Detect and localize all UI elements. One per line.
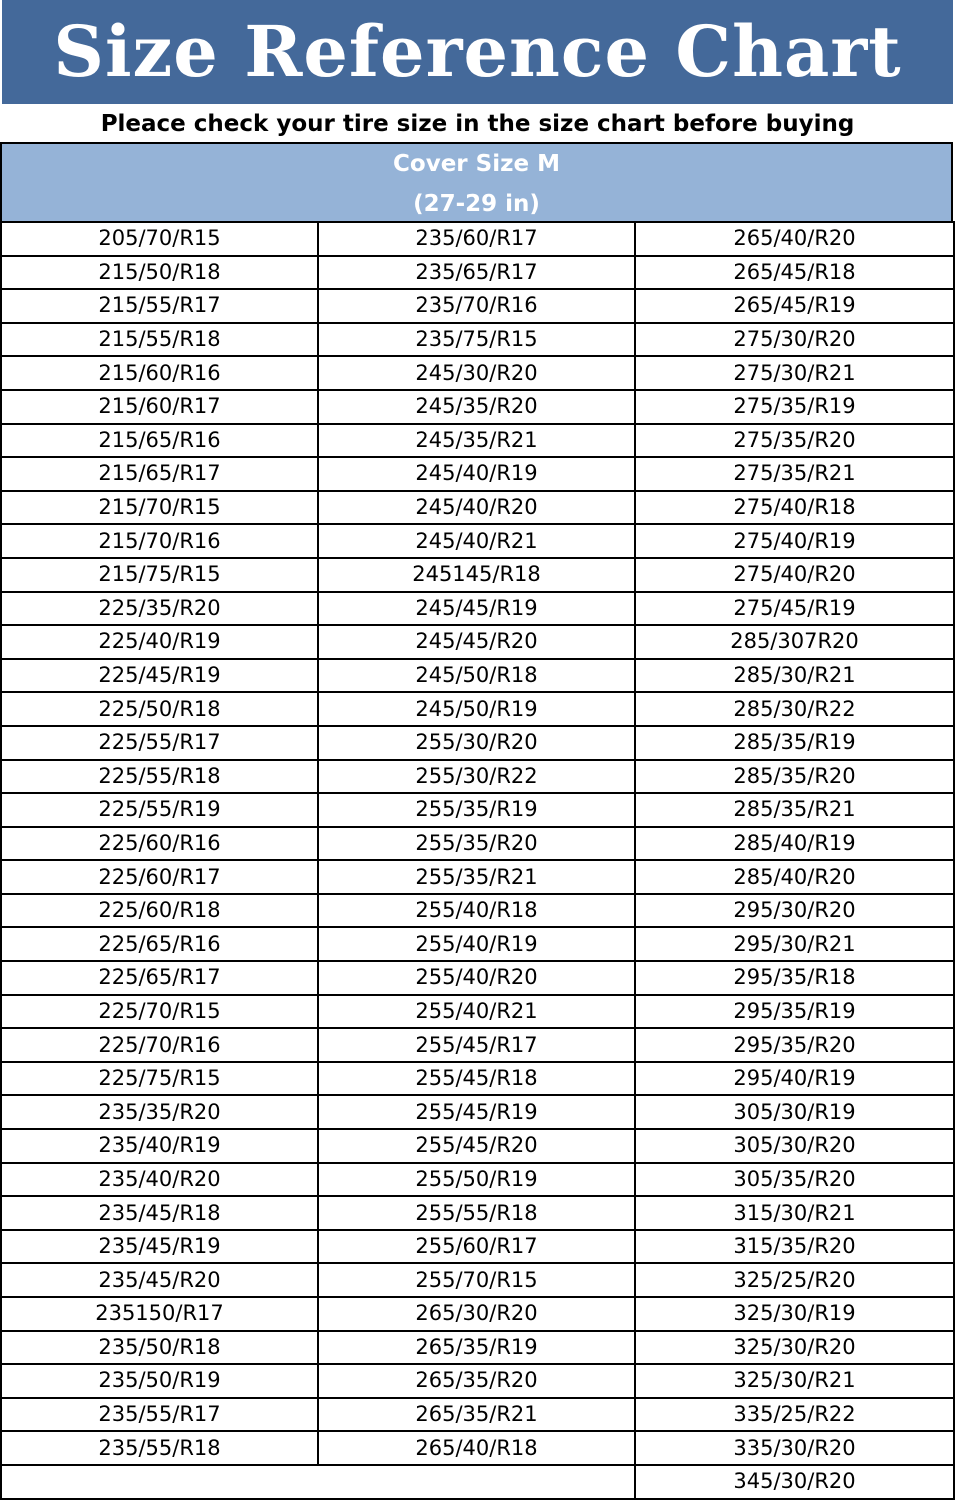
table-row [1,491,954,525]
tire-size-cell: 235150/R17 [1,1297,318,1331]
table-row [1,1028,954,1062]
tire-size-cell: 285/35/R19 [635,726,954,760]
tire-size-cell: 235/40/R19 [1,1129,318,1163]
tire-size-cell: 225/60/R18 [1,894,318,928]
tire-size-cell: 255/40/R19 [318,927,635,961]
tire-size-cell: 265/40/R18 [318,1431,635,1465]
table-row [1,424,954,458]
tire-size-cell: 275/40/R18 [635,491,954,525]
tire-size-cell: 225/50/R18 [1,692,318,726]
tire-size-cell: 255/50/R19 [318,1163,635,1197]
tire-size-cell: 255/70/R15 [318,1263,635,1297]
tire-size-cell: 255/55/R18 [318,1196,635,1230]
table-row [1,1062,954,1096]
tire-size-cell: 245/40/R21 [318,524,635,558]
table-row [1,1129,954,1163]
tire-size-cell: 225/55/R19 [1,793,318,827]
tire-size-cell: 255/35/R21 [318,860,635,894]
table-row [1,860,954,894]
tire-size-cell: 225/45/R19 [1,659,318,693]
table-row [1,1364,954,1398]
tire-size-cell: 265/40/R20 [635,222,954,256]
tire-size-cell: 225/40/R19 [1,625,318,659]
tire-size-cell: 295/35/R19 [635,995,954,1029]
tire-size-cell: 215/50/R18 [1,256,318,290]
tire-size-cell: 235/50/R18 [1,1331,318,1365]
tire-size-cell: 255/45/R19 [318,1095,635,1129]
tire-size-cell: 285/30/R22 [635,692,954,726]
table-row [1,793,954,827]
tire-size-cell: 325/25/R20 [635,1263,954,1297]
tire-size-cell: 215/70/R15 [1,491,318,525]
table-row [1,289,954,323]
table-row [1,1398,954,1432]
tire-size-cell: 245/30/R20 [318,356,635,390]
tire-size-cell: 255/30/R20 [318,726,635,760]
table-row [1,592,954,626]
tire-size-cell: 305/30/R19 [635,1095,954,1129]
tire-size-cell: 255/45/R20 [318,1129,635,1163]
tire-size-cell: 285/30/R21 [635,659,954,693]
tire-size-cell: 245/35/R20 [318,390,635,424]
table-row [1,558,954,592]
cover-size-label: Cover Size M [393,151,560,177]
empty-cell [1,1465,635,1499]
table-row [1,1163,954,1197]
tire-size-cell: 245/40/R20 [318,491,635,525]
tire-size-cell: 245/50/R19 [318,692,635,726]
tire-size-cell: 275/40/R20 [635,558,954,592]
tire-size-cell: 235/50/R19 [1,1364,318,1398]
tire-size-cell: 275/35/R19 [635,390,954,424]
size-grid-body [1,222,954,1499]
tire-size-cell: 255/60/R17 [318,1230,635,1264]
tire-size-cell: 235/40/R20 [1,1163,318,1197]
tire-size-cell: 285/35/R21 [635,793,954,827]
tire-size-cell: 215/65/R16 [1,424,318,458]
cover-size-range: (27-29 in) [413,191,540,217]
tire-size-cell: 305/30/R20 [635,1129,954,1163]
tire-size-cell: 275/45/R19 [635,592,954,626]
tire-size-cell: 275/30/R21 [635,356,954,390]
tire-size-cell: 335/25/R22 [635,1398,954,1432]
table-row [1,356,954,390]
tire-size-cell: 265/45/R19 [635,289,954,323]
table-row [1,726,954,760]
table-row [1,457,954,491]
table-row [1,760,954,794]
tire-size-cell: 235/55/R17 [1,1398,318,1432]
tire-size-cell: 215/70/R16 [1,524,318,558]
tire-size-cell: 255/40/R18 [318,894,635,928]
tire-size-cell: 235/55/R18 [1,1431,318,1465]
tire-size-cell: 295/35/R18 [635,961,954,995]
tire-size-cell: 235/65/R17 [318,256,635,290]
tire-size-cell: 305/35/R20 [635,1163,954,1197]
tire-size-cell: 225/70/R15 [1,995,318,1029]
table-row [1,222,954,256]
tire-size-cell: 295/35/R20 [635,1028,954,1062]
tire-size-cell: 235/70/R16 [318,289,635,323]
tire-size-cell: 225/60/R16 [1,827,318,861]
table-row [1,390,954,424]
tire-size-cell: 255/40/R21 [318,995,635,1029]
tire-size-cell: 225/70/R16 [1,1028,318,1062]
tire-size-cell: 325/30/R21 [635,1364,954,1398]
tire-size-cell: 295/40/R19 [635,1062,954,1096]
table-row [1,1297,954,1331]
tire-size-cell: 245/45/R20 [318,625,635,659]
table-row [1,1263,954,1297]
tire-size-cell: 295/30/R21 [635,927,954,961]
table-row [1,827,954,861]
tire-size-cell: 275/40/R19 [635,524,954,558]
tire-size-cell: 255/40/R20 [318,961,635,995]
tire-size-cell: 245/40/R19 [318,457,635,491]
table-row [1,894,954,928]
instruction-text: Pleace check your tire size in the size chart before buying [100,111,855,137]
table-row [1,692,954,726]
tire-size-cell: 215/75/R15 [1,558,318,592]
tire-size-cell: 235/75/R15 [318,323,635,357]
tire-size-cell: 255/45/R17 [318,1028,635,1062]
tire-size-cell: 325/30/R20 [635,1331,954,1365]
tire-size-cell: 235/35/R20 [1,1095,318,1129]
tire-size-cell: 285/307R20 [635,625,954,659]
tire-size-cell: 285/40/R20 [635,860,954,894]
tire-size-cell: 215/55/R18 [1,323,318,357]
tire-size-cell: 235/45/R18 [1,1196,318,1230]
tire-size-cell: 255/35/R19 [318,793,635,827]
tire-size-cell: 265/35/R19 [318,1331,635,1365]
tire-size-cell: 225/65/R16 [1,927,318,961]
table-row [1,1095,954,1129]
tire-size-cell: 265/35/R21 [318,1398,635,1432]
table-row [1,927,954,961]
table-row [1,323,954,357]
table-row [1,659,954,693]
tire-size-cell: 245/45/R19 [318,592,635,626]
chart-title: Size Reference Chart [2,0,953,104]
tire-size-cell: 245/35/R21 [318,424,635,458]
tire-size-cell: 225/55/R18 [1,760,318,794]
table-row [1,524,954,558]
tire-size-cell: 265/45/R18 [635,256,954,290]
table-row [1,1196,954,1230]
tire-size-cell: 215/65/R17 [1,457,318,491]
tire-size-cell: 225/55/R17 [1,726,318,760]
tire-size-cell: 225/65/R17 [1,961,318,995]
size-table [0,142,953,1500]
table-row [1,256,954,290]
tire-size-cell: 245145/R18 [318,558,635,592]
tire-size-cell: 205/70/R15 [1,222,318,256]
tire-size-cell: 255/30/R22 [318,760,635,794]
tire-size-cell: 255/45/R18 [318,1062,635,1096]
tire-size-cell: 235/45/R19 [1,1230,318,1264]
table-header [0,142,953,221]
tire-size-cell: 245/50/R18 [318,659,635,693]
table-row [1,995,954,1029]
table-row [1,961,954,995]
tire-size-cell: 235/60/R17 [318,222,635,256]
tire-size-cell: 275/30/R20 [635,323,954,357]
tire-size-cell: 335/30/R20 [635,1431,954,1465]
tire-size-cell: 265/30/R20 [318,1297,635,1331]
table-row [1,1331,954,1365]
tire-size-cell: 265/35/R20 [318,1364,635,1398]
tire-size-cell: 285/40/R19 [635,827,954,861]
tire-size-cell: 295/30/R20 [635,894,954,928]
tire-size-cell: 235/45/R20 [1,1263,318,1297]
tire-size-cell: 225/75/R15 [1,1062,318,1096]
tire-size-cell: 225/60/R17 [1,860,318,894]
tire-size-cell: 345/30/R20 [635,1465,954,1499]
tire-size-cell: 275/35/R21 [635,457,954,491]
table-row [1,1465,954,1499]
tire-size-cell: 325/30/R19 [635,1297,954,1331]
tire-size-cell: 285/35/R20 [635,760,954,794]
table-row [1,625,954,659]
tire-size-cell: 315/30/R21 [635,1196,954,1230]
tire-size-cell: 215/55/R17 [1,289,318,323]
table-row [1,1230,954,1264]
tire-size-cell: 275/35/R20 [635,424,954,458]
tire-size-cell: 315/35/R20 [635,1230,954,1264]
tire-size-cell: 225/35/R20 [1,592,318,626]
tire-size-cell: 215/60/R17 [1,390,318,424]
table-row [1,1431,954,1465]
size-grid [0,221,955,1500]
tire-size-cell: 255/35/R20 [318,827,635,861]
tire-size-cell: 215/60/R16 [1,356,318,390]
